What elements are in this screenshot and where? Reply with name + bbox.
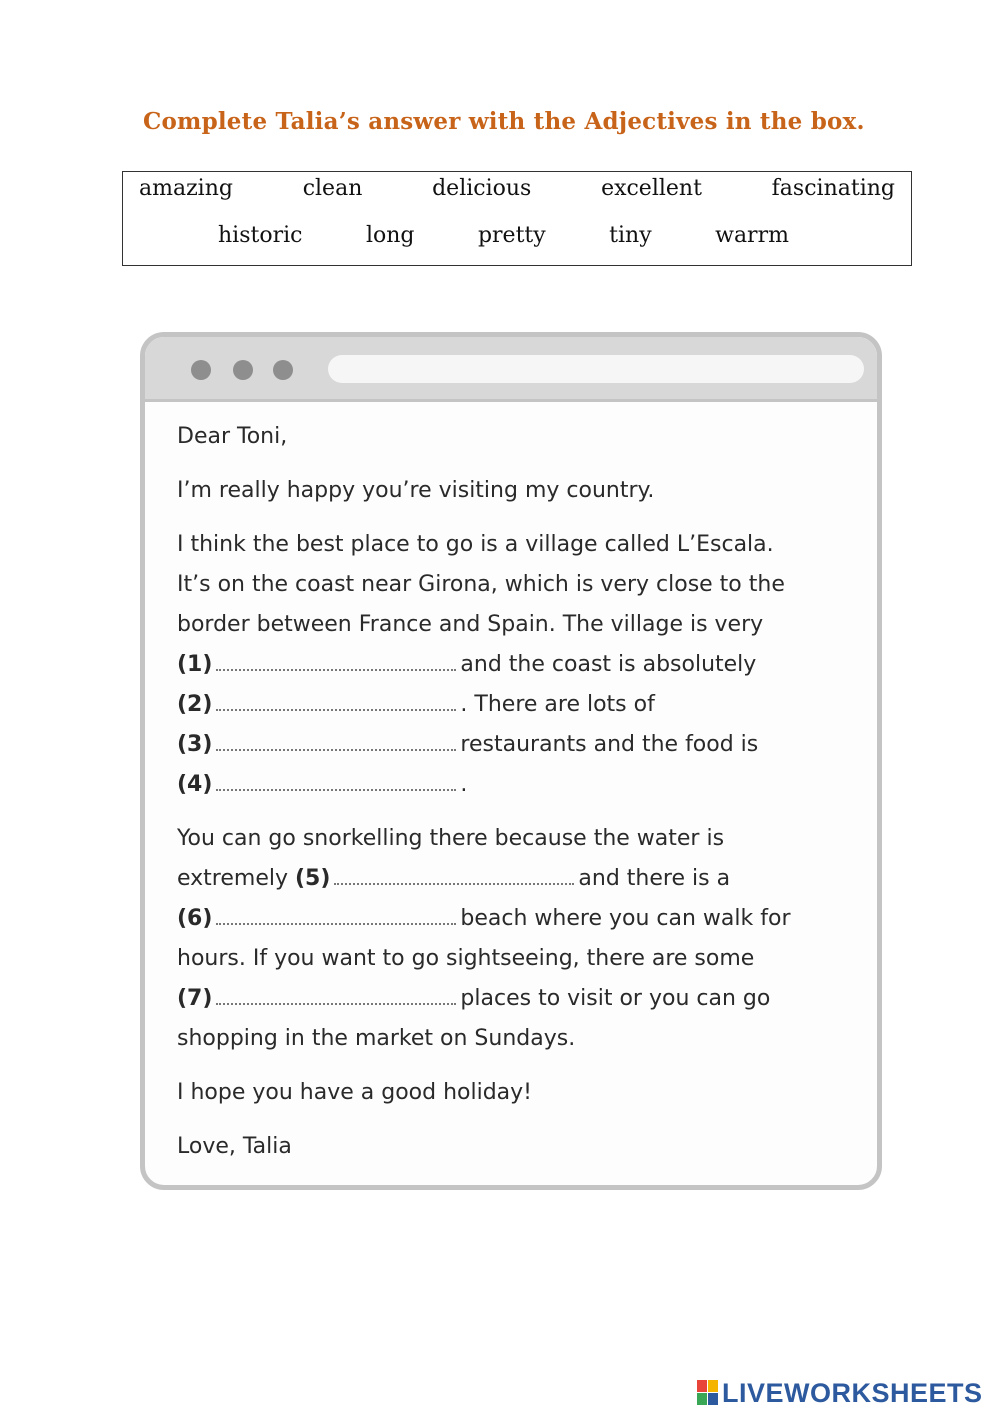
- letter-line: I think the best place to go is a village called L’Escala.: [177, 532, 774, 557]
- letter-line: hours. If you want to go sightseeing, there are some: [177, 946, 755, 971]
- answer-blank-2[interactable]: [216, 687, 456, 711]
- window-dot-icon: [191, 360, 211, 380]
- letter-greeting: Dear Toni,: [177, 424, 288, 449]
- blank-number: (4): [177, 772, 213, 797]
- word-item: warrm: [715, 223, 789, 248]
- word-item: fascinating: [771, 176, 895, 201]
- liveworksheets-icon: [697, 1380, 719, 1406]
- letter-line: [177, 725, 857, 765]
- blank-number: (1): [177, 652, 213, 677]
- letter-text: places to visit or you can go: [460, 986, 771, 1011]
- answer-blank-1[interactable]: [216, 647, 456, 671]
- letter-line: border between France and Spain. The village is very: [177, 612, 764, 637]
- letter-line: You can go snorkelling there because the water is: [177, 826, 725, 851]
- letter-line: [177, 645, 857, 685]
- liveworksheets-logo: [697, 1378, 983, 1408]
- answer-blank-6[interactable]: [216, 901, 456, 925]
- letter-text: extremely: [177, 866, 288, 891]
- letter-line: [177, 899, 857, 939]
- word-row-2: [218, 223, 789, 248]
- answer-blank-7[interactable]: [216, 981, 456, 1005]
- word-item: historic: [218, 223, 303, 248]
- browser-title-bar: [145, 337, 877, 402]
- answer-blank-3[interactable]: [216, 727, 456, 751]
- blank-number: (7): [177, 986, 213, 1011]
- blank-number: (3): [177, 732, 213, 757]
- letter-intro: I’m really happy you’re visiting my country.: [177, 478, 655, 503]
- word-item: excellent: [601, 176, 702, 201]
- answer-blank-4[interactable]: [216, 767, 456, 791]
- letter-text: and the coast is absolutely: [460, 652, 757, 677]
- word-item: delicious: [432, 176, 532, 201]
- letter-text: . There are lots of: [460, 692, 655, 717]
- instruction-heading: Complete Talia’s answer with the Adjectives in the box.: [143, 108, 865, 135]
- blank-number: (2): [177, 692, 213, 717]
- word-item: long: [365, 223, 415, 248]
- address-bar: [328, 355, 864, 383]
- adjective-word-box: [122, 171, 912, 266]
- word-row-1: [139, 176, 895, 201]
- word-item: clean: [302, 176, 363, 201]
- blank-number: (5): [295, 866, 331, 891]
- letter-line: It’s on the coast near Girona, which is very close to the: [177, 572, 785, 597]
- word-item: amazing: [139, 176, 233, 201]
- window-dot-icon: [233, 360, 253, 380]
- word-item: tiny: [609, 223, 652, 248]
- letter-text: and there is a: [578, 866, 731, 891]
- letter-closing-wish: I hope you have a good holiday!: [177, 1080, 532, 1105]
- letter-line: shopping in the market on Sundays.: [177, 1026, 576, 1051]
- blank-number: (6): [177, 906, 213, 931]
- logo-text: LIVEWORKSHEETS: [722, 1377, 983, 1408]
- answer-blank-5[interactable]: [334, 861, 574, 885]
- letter-text: beach where you can walk for: [460, 906, 791, 931]
- word-item: pretty: [477, 223, 546, 248]
- letter-line: [177, 859, 857, 899]
- window-dot-icon: [273, 360, 293, 380]
- letter-body: [177, 417, 857, 1167]
- letter-signoff: Love, Talia: [177, 1134, 292, 1159]
- letter-text: .: [460, 772, 468, 797]
- letter-text: restaurants and the food is: [460, 732, 759, 757]
- letter-line: [177, 685, 857, 725]
- browser-window-frame: [140, 332, 882, 1190]
- letter-line: [177, 979, 857, 1019]
- letter-line: [177, 765, 857, 805]
